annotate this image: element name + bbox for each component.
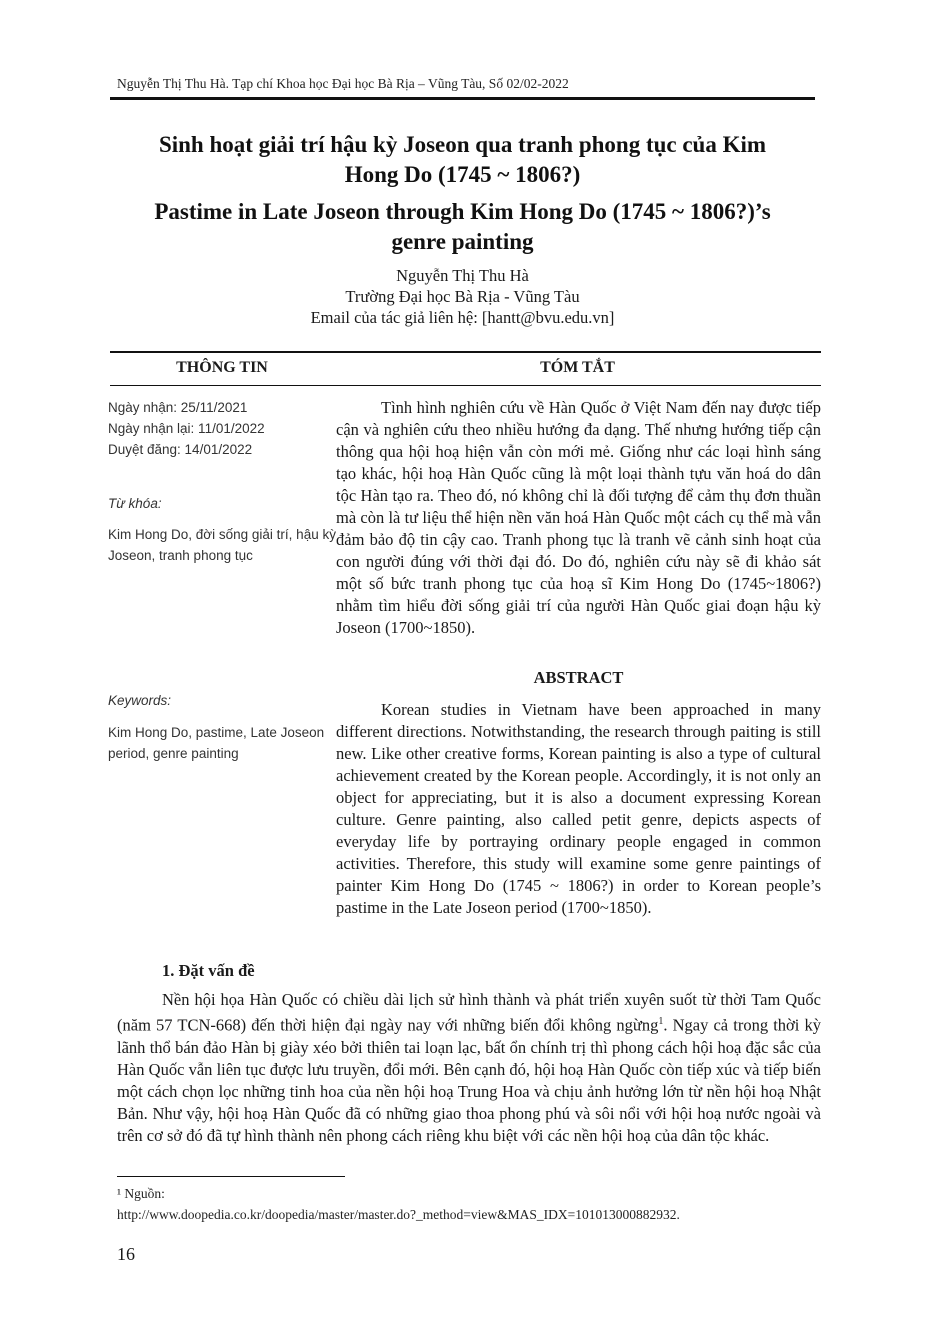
header-rule	[110, 97, 815, 100]
title-en-line-2: genre painting	[391, 229, 534, 254]
footnote-reference[interactable]: 1	[658, 1016, 664, 1027]
abstract-heading: ABSTRACT	[533, 668, 624, 687]
title-english	[110, 197, 815, 257]
footnote-url[interactable]: http://www.doopedia.co.kr/doopedia/master/master.do?_method=view&MAS_IDX=101013000882932.	[117, 1207, 680, 1222]
abstract-english	[336, 699, 821, 919]
abstract-en-text: Korean studies in Vietnam have been approached in many different directions. Notwithstanding, the research through paiting is still new. Like other creative forms, Korean painting is also a type of cultural achievement created by the Korean people. Accordingly, it is not only an object for appreciating, but it is also a document expressing Korean culture. Genre painting, also called petit genre, depicts aspects of everyday life by portraying ordinary people engaged in common activities. Therefore, this study will examine some genre paintings of painter Kim Hong Do (1745 ~ 1806?) in order to Korean people’s pastime in the Late Joseon period (1700~1850).	[336, 700, 821, 917]
author-block	[110, 265, 815, 328]
date-revised: Ngày nhận lại: 11/01/2022	[108, 421, 265, 436]
summary-vi-text: Tình hình nghiên cứu về Hàn Quốc ở Việt Nam đến nay được tiếp cận và nghiên cứu theo nhiều hướng đa dạng. Thế nhưng hướng tiếp cận thông qua hội hoạ hiện vẫn còn mới mẻ. Giống như các loại hình sáng tạo khác, hội hoạ Hàn Quốc cũng là một loại thành tựu văn hoá do dân tộc Hàn tạo ra. Theo đó, nó không chỉ là đối tượng để cảm thụ đơn thuần mà còn là tư liệu thể hiện nền văn hoá Hàn Quốc một cách cụ thể mà vẫn đảm bảo độ tin cậy cao. Tranh phong tục là tranh vẽ cảnh sinh hoạt của con người đúng với thời đại đó. Do đó, nghiên cứu này sẽ đi khảo sát một số bức tranh phong tục của hoạ sĩ Kim Hong Do (1745~1806?) nhằm tìm hiểu đời sống giải trí của người Hàn Quốc giai đoạn hậu kỳ Joseon (1700~1850).	[336, 398, 821, 637]
section-body-part-2: . Ngay cả trong thời kỳ lãnh thổ bán đảo Hàn bị giày xéo bởi thiên tai loạn lạc, bất ổn chính trị thì phong cách hội hoạ đặc sắc của Hàn Quốc vẫn liên tục được lưu truyền, đổi mới. Bên cạnh đó, hội hoạ Hàn Quốc còn tiếp xúc và tiếp biến một cách chọn lọc những tinh hoa của nền hội hoạ Trung Hoa và chịu ảnh hưởng lớn từ nền hội hoạ Nhật Bản. Như vậy, hội hoạ Hàn Quốc đã có những giao thoa phong phú và sôi nổi với hội hoạ nước ngoài và trên cơ sở đó đã tự hình thành nên phong cách riêng khu biệt với các nền hội hoạ của dân tộc khác.	[117, 1015, 821, 1145]
keywords-en-label: Keywords:	[108, 693, 172, 708]
info-column-header: THÔNG TIN	[176, 359, 268, 376]
title-en-line-1: Pastime in Late Joseon through Kim Hong Do (1745 ~ 1806?)’s	[154, 199, 771, 224]
section-body-part-1: Nền hội họa Hàn Quốc có chiều dài lịch sử hình thành và phát triển xuyên suốt từ thời Tam Quốc (năm 57 TCN-668) đến thời hiện đại ngày nay với những biến đổi không ngừng	[117, 990, 821, 1035]
footnote	[117, 1183, 821, 1225]
author-affiliation: Trường Đại học Bà Rịa - Vũng Tàu	[345, 287, 580, 306]
title-vi-line-2: Hong Do (1745 ~ 1806?)	[344, 162, 581, 187]
table-top-rule	[110, 351, 821, 353]
title-vietnamese	[110, 130, 815, 190]
title-vi-line-1: Sinh hoạt giải trí hậu kỳ Joseon qua tranh phong tục của Kim	[158, 132, 767, 157]
keywords-vi-label: Từ khóa:	[108, 496, 162, 511]
date-accepted: Duyệt đăng: 14/01/2022	[108, 442, 253, 457]
page-number: 16	[117, 1244, 135, 1264]
table-header-rule	[110, 385, 821, 386]
article-dates	[108, 397, 336, 460]
author-name: Nguyễn Thị Thu Hà	[396, 266, 529, 285]
footnote-rule	[117, 1176, 345, 1177]
date-received: Ngày nhận: 25/11/2021	[108, 400, 248, 415]
section-body	[117, 989, 821, 1147]
author-email: Email của tác giả liên hệ: [hantt@bvu.edu.vn]	[310, 308, 615, 327]
footnote-label: ¹ Nguồn:	[117, 1186, 165, 1201]
section-title: 1. Đặt vấn đề	[162, 961, 255, 980]
summary-column-header: TÓM TẮT	[540, 359, 615, 376]
keywords-vi: Kim Hong Do, đời sống giải trí, hậu kỳ Joseon, tranh phong tục	[108, 527, 336, 563]
running-head: Nguyễn Thị Thu Hà. Tạp chí Khoa học Đại học Bà Rịa – Vũng Tàu, Số 02/02-2022	[117, 76, 569, 91]
summary-vietnamese	[336, 397, 821, 639]
keywords-en: Kim Hong Do, pastime, Late Joseon period, genre painting	[108, 725, 325, 761]
